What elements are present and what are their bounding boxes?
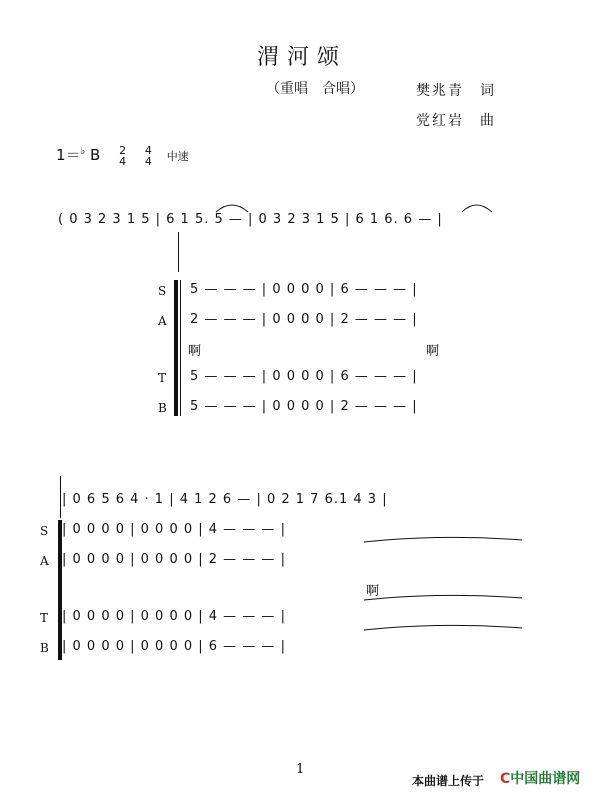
voice-line-a: 2 — — — | 0 0 0 0 | 2 — — — | [190, 312, 418, 327]
system2-connector [60, 476, 61, 518]
logo-text: 中国曲谱网 [510, 771, 581, 787]
voice-line-t-2: | 0 0 0 0 | 0 0 0 0 | 4 — — — | [62, 609, 286, 624]
key-one-eq: 1＝ [56, 146, 81, 164]
voice-line-b-2: | 0 0 0 0 | 0 0 0 0 | 6 — — — | [62, 639, 286, 654]
lyric-1: 啊 [188, 344, 202, 359]
system2-melody-line: | 0 6 5 6 4 · 1 | 4 1 2 6 — | 0 2 1 7 6.1 4 3 | [62, 492, 388, 507]
lyric-3: 啊 [366, 584, 380, 599]
voice-line-t: 5 — — — | 0 0 0 0 | 6 — — — | [190, 369, 418, 384]
voice-label-a: A [158, 314, 167, 328]
voice-label-b: B [158, 401, 167, 415]
voice-line-b: 5 — — — | 0 0 0 0 | 2 — — — | [190, 399, 418, 414]
composer-credit: 党红岩 曲 [416, 113, 496, 129]
page-title: 渭河颂 [256, 45, 347, 70]
key-note: B [90, 146, 101, 164]
time-signature-1: 2 4 [119, 143, 127, 168]
voice-line-s-2: | 0 0 0 0 | 0 0 0 0 | 4 — — — | [62, 522, 286, 537]
tie-arcs [362, 512, 528, 642]
voice-label-b-2: B [40, 641, 49, 655]
flat-sign: ♭ [80, 146, 86, 157]
voice-label-t-2: T [40, 611, 49, 625]
voice-line-a-2: | 0 0 0 0 | 0 0 0 0 | 2 — — — | [62, 552, 286, 567]
voice-label-t: T [158, 371, 167, 385]
voice-line-s: 5 — — — | 0 0 0 0 | 6 — — — | [190, 282, 418, 297]
tempo-marking: 中速 [166, 150, 189, 163]
intro-melody-line: ( 0 3 2 3 1 5 | 6 1 5. 5 — | 0 3 2 3 1 5 | 6 1 6. 6 — | [58, 212, 443, 227]
page-number: 1 [296, 762, 305, 777]
logo-mark: C [500, 771, 511, 787]
voice-label-s: S [158, 284, 167, 298]
lyric-2: 啊 [426, 344, 440, 359]
voice-label-s-2: S [40, 524, 49, 538]
subtitle: （重唱 合唱） [266, 81, 364, 97]
key-signature [56, 144, 189, 167]
voice-label-a-2: A [40, 554, 49, 568]
upload-note: 本曲谱上传于 [412, 774, 485, 788]
lyricist-credit: 樊兆青 词 [416, 83, 496, 99]
choir-barline [180, 280, 181, 416]
time-signature-2: 4 4 [144, 143, 152, 168]
slur-arcs [214, 198, 514, 218]
site-logo [500, 768, 580, 788]
system-connector [178, 232, 179, 272]
choir-bracket [174, 280, 178, 416]
